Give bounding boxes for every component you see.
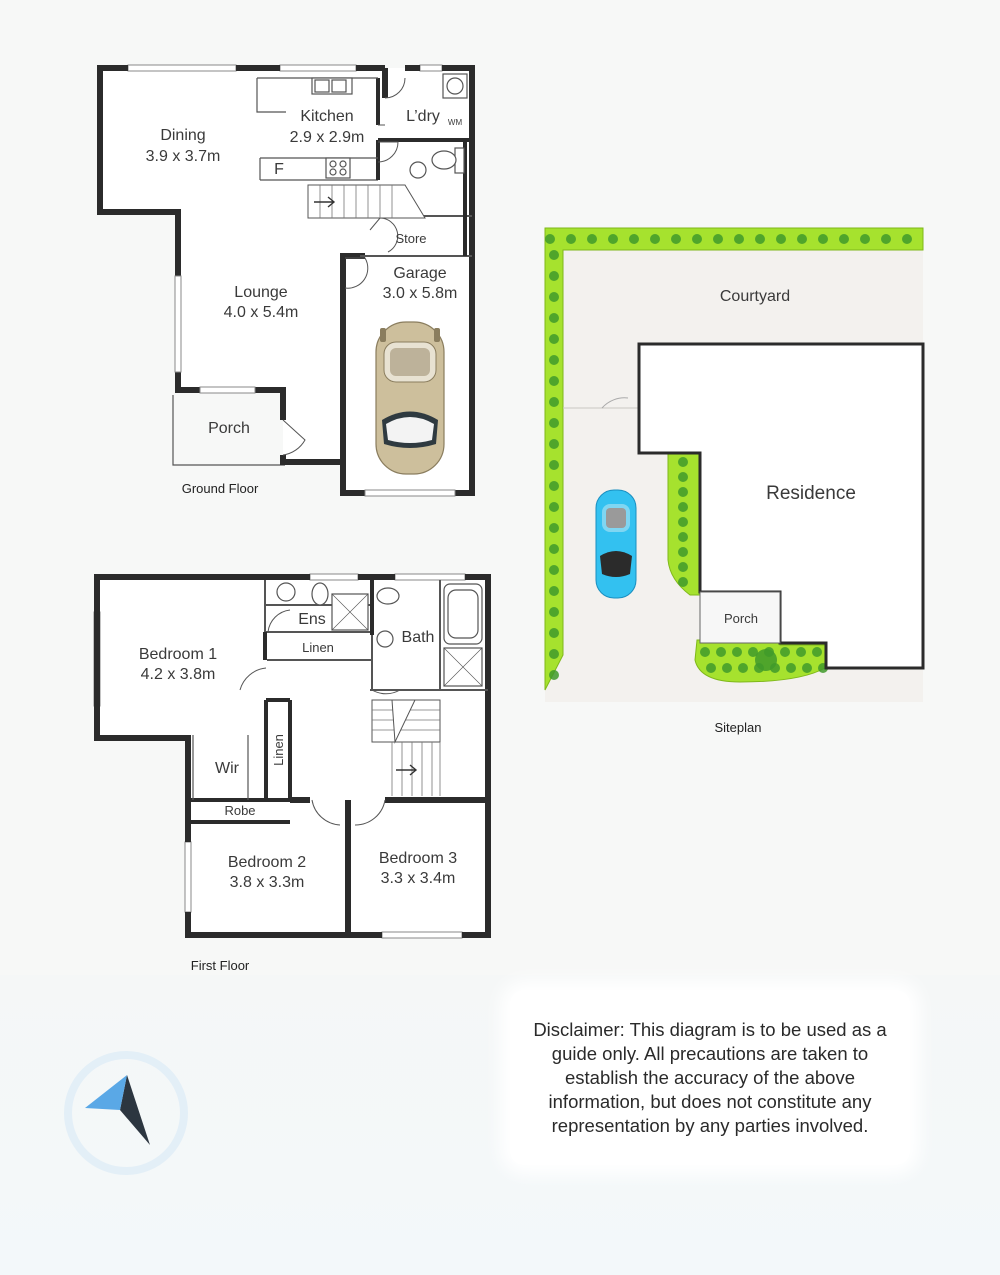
residence-label: Residence [766, 483, 856, 504]
shrub-icon [549, 355, 559, 365]
shrub-icon [881, 234, 891, 244]
robe-label: Robe [224, 803, 256, 818]
shrub-icon [549, 523, 559, 533]
window-porch [200, 387, 255, 393]
kitchen-dims: 2.9 x 2.9m [289, 129, 365, 146]
courtyard-label: Courtyard [719, 288, 791, 305]
ensuite-toilet-icon [312, 583, 328, 605]
sink-bowl-left [315, 80, 329, 92]
window-dining [128, 65, 236, 71]
shrub-icon [716, 647, 726, 657]
shrub-icon [902, 234, 912, 244]
shrub-icon [549, 460, 559, 470]
shrub-icon [722, 663, 732, 673]
garage-dims: 3.0 x 5.8m [382, 285, 458, 302]
shrub-icon [839, 234, 849, 244]
shrub-icon [587, 234, 597, 244]
window-kitchen [280, 65, 356, 71]
linen-side-label: Linen [271, 734, 286, 766]
shrub-icon [818, 234, 828, 244]
bedroom2-label: Bedroom 2 [227, 854, 307, 871]
first-floor-plan [94, 574, 488, 973]
car-icon [596, 490, 636, 598]
shrub-icon [549, 439, 559, 449]
shrub-icon [738, 663, 748, 673]
shrub-icon [629, 234, 639, 244]
shrub-icon [700, 647, 710, 657]
bath-basin-icon [377, 631, 393, 647]
shrub-icon [780, 647, 790, 657]
shrub-icon [549, 334, 559, 344]
porch-label: Porch [208, 420, 250, 437]
linen-top-label: Linen [302, 640, 334, 655]
shrub-icon [796, 647, 806, 657]
shrub-icon [549, 397, 559, 407]
shrub-icon [549, 565, 559, 575]
cooktop-icon [326, 158, 350, 178]
bedroom3-dims: 3.3 x 3.4m [380, 870, 456, 887]
window-bath [395, 574, 465, 580]
shrub-icon [786, 663, 796, 673]
shrub-icon [671, 234, 681, 244]
shrub-icon [545, 234, 555, 244]
lounge-label: Lounge [234, 284, 288, 301]
shrub-icon [692, 234, 702, 244]
first-floor-caption: First Floor [190, 958, 250, 973]
shrub-icon [549, 649, 559, 659]
shrub-icon [549, 481, 559, 491]
shrub-icon [566, 234, 576, 244]
disclaimer-text: Disclaimer: This diagram is to be used as a guide only. All precautions are taken to establish the accuracy of the above information, but does not constitute any representation by any parties involved. [533, 1018, 887, 1136]
bedroom1-dims: 4.2 x 3.8m [140, 666, 216, 683]
garage-label: Garage [393, 265, 447, 282]
window-laundry [420, 65, 442, 71]
shrub-icon [812, 647, 822, 657]
shrub-icon [797, 234, 807, 244]
shrub-icon [713, 234, 723, 244]
siteplan [545, 228, 923, 735]
shrub-icon [678, 502, 688, 512]
ground-floor-caption: Ground Floor [181, 481, 259, 496]
washing-machine-label: WM [447, 118, 463, 127]
wir-label: Wir [215, 760, 239, 777]
siteplan-caption: Siteplan [714, 720, 762, 735]
shrub-icon [549, 502, 559, 512]
shrub-icon [678, 517, 688, 527]
window-lounge [175, 276, 181, 372]
dining-dims: 3.9 x 3.7m [145, 148, 221, 165]
shrub-icon [860, 234, 870, 244]
shrub-icon [549, 586, 559, 596]
ground-stairs [308, 185, 425, 218]
dining-label: Dining [160, 127, 206, 144]
shrub-icon [776, 234, 786, 244]
shrub-icon [802, 663, 812, 673]
shrub-icon [549, 292, 559, 302]
shrub-icon [549, 376, 559, 386]
window-ensuite [310, 574, 358, 580]
shrub-icon [549, 418, 559, 428]
shrub-icon [549, 670, 559, 680]
window-garage [365, 490, 455, 496]
site-porch-label: Porch [724, 611, 758, 626]
shrub-icon [549, 607, 559, 617]
window-bedroom2 [185, 842, 191, 912]
shrub-icon [678, 547, 688, 557]
bath-toilet-icon [377, 588, 399, 604]
ground-floor-plan [100, 65, 472, 496]
shrub-icon [678, 457, 688, 467]
laundry-label: L’dry [406, 108, 440, 125]
shrub-icon [734, 234, 744, 244]
wc-basin-icon [410, 162, 426, 178]
bedroom1-label: Bedroom 1 [138, 646, 218, 663]
disclaimer-panel [510, 990, 910, 1165]
shrub-icon [678, 472, 688, 482]
bath-label: Bath [401, 629, 435, 646]
shrub-icon [755, 234, 765, 244]
kitchen-label: Kitchen [300, 108, 354, 125]
ensuite-label: Ens [298, 611, 326, 628]
bedroom2-dims: 3.8 x 3.3m [229, 874, 305, 891]
shrub-icon [549, 313, 559, 323]
ensuite-basin-icon [277, 583, 295, 601]
store-label: Store [395, 231, 427, 246]
shrub-icon [549, 628, 559, 638]
lounge-dims: 4.0 x 5.4m [223, 304, 299, 321]
shrub-icon [678, 532, 688, 542]
toilet-icon [432, 151, 456, 169]
car-icon [376, 322, 444, 474]
shrub-icon [549, 544, 559, 554]
shrub-icon [678, 562, 688, 572]
shrub-icon [706, 663, 716, 673]
north-arrow-icon [68, 1055, 184, 1171]
shrub-icon [549, 250, 559, 260]
shrub-icon [549, 271, 559, 281]
window-bedroom3 [382, 932, 462, 938]
shrub-icon [678, 487, 688, 497]
shrub-icon [608, 234, 618, 244]
shrub-icon [678, 577, 688, 587]
bedroom3-label: Bedroom 3 [378, 850, 458, 867]
fridge-label: F [274, 161, 284, 178]
shrub-icon [732, 647, 742, 657]
shrub-icon [650, 234, 660, 244]
shrub-icon [755, 649, 777, 671]
sink-bowl-right [332, 80, 346, 92]
